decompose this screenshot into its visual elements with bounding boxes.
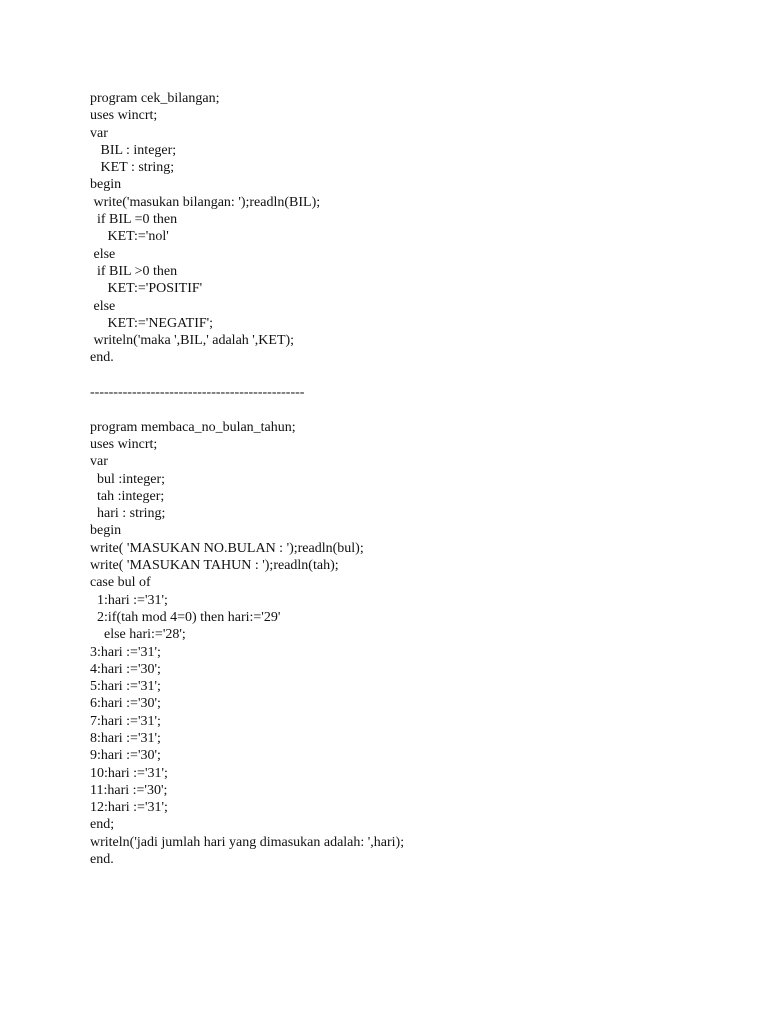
code-line: if BIL >0 then	[90, 263, 178, 279]
code-line: KET:='POSITIF'	[90, 281, 203, 297]
separator-line: ----------------------------------------------	[90, 385, 305, 401]
code-line: program cek_bilangan;	[90, 91, 220, 106]
code-line: 6:hari :='30';	[90, 696, 161, 712]
code-line: var	[90, 125, 108, 141]
code-line: else	[90, 298, 116, 314]
code-line: 8:hari :='31';	[90, 730, 161, 746]
code-line: BIL : integer;	[90, 142, 177, 158]
code-line: else hari:='28';	[90, 627, 186, 643]
code-line: 7:hari :='31';	[90, 713, 161, 729]
code-line: write( 'MASUKAN NO.BULAN : ');readln(bul);	[90, 540, 364, 556]
code-line: writeln('jadi jumlah hari yang dimasukan adalah: ',hari);	[90, 834, 405, 850]
code-line: 4:hari :='30';	[90, 661, 161, 677]
program-membaca-no-bulan-tahun	[90, 419, 730, 869]
code-line: KET : string;	[90, 160, 175, 176]
code-line: tah :integer;	[90, 488, 165, 504]
code-line: if BIL =0 then	[90, 212, 178, 228]
code-line: end.	[90, 350, 114, 366]
blank-line	[90, 367, 730, 384]
code-line: uses wincrt;	[90, 436, 158, 452]
code-line: 12:hari :='31';	[90, 800, 168, 816]
code-line: end;	[90, 817, 115, 833]
code-line: bul :integer;	[90, 471, 166, 487]
code-line: else	[90, 246, 116, 262]
blank-line	[90, 401, 730, 418]
code-line: KET:='nol'	[90, 229, 169, 245]
code-line: 10:hari :='31';	[90, 765, 168, 781]
code-line: 3:hari :='31';	[90, 644, 161, 660]
code-line: 9:hari :='30';	[90, 748, 161, 764]
code-line: end.	[90, 852, 114, 868]
code-line: case bul of	[90, 575, 151, 591]
code-line: program membaca_no_bulan_tahun;	[90, 419, 296, 435]
code-line: 1:hari :='31';	[90, 592, 168, 608]
code-line: write('masukan bilangan: ');readln(BIL);	[90, 194, 321, 210]
code-line: 11:hari :='30';	[90, 782, 168, 798]
code-line: hari : string;	[90, 506, 166, 522]
code-line: KET:='NEGATIF';	[90, 315, 214, 331]
code-line: var	[90, 454, 108, 470]
document-text	[90, 90, 730, 868]
code-line: writeln('maka ',BIL,' adalah ',KET);	[90, 333, 295, 349]
code-line: write( 'MASUKAN TAHUN : ');readln(tah);	[90, 558, 339, 574]
code-line: 2:if(tah mod 4=0) then hari:='29'	[90, 609, 281, 625]
program-cek-bilangan	[90, 90, 730, 367]
code-line: begin	[90, 523, 122, 539]
code-line: begin	[90, 177, 122, 193]
code-line: uses wincrt;	[90, 108, 158, 124]
code-line: 5:hari :='31';	[90, 679, 161, 695]
